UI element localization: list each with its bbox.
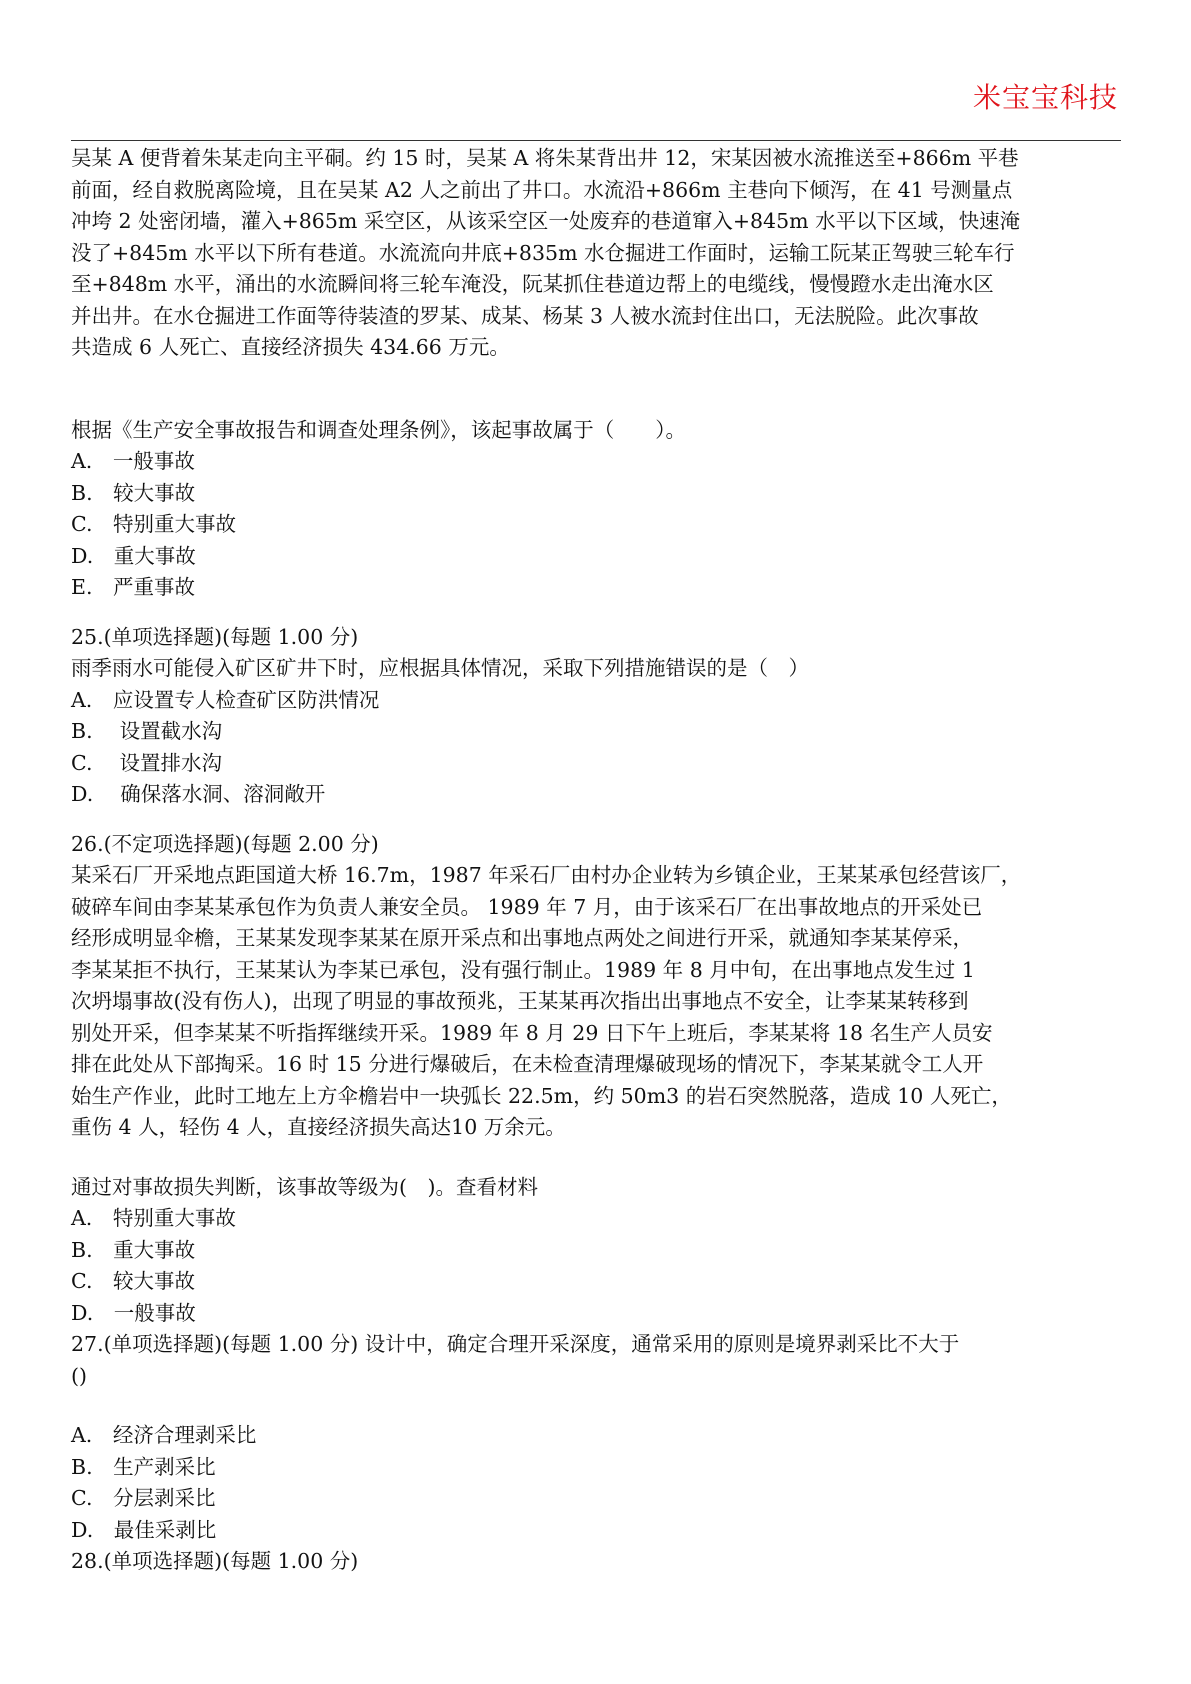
option-a[interactable]: A. 一般事故: [71, 449, 195, 473]
question-header: 26.(不定项选择题)(每题 2.00 分): [71, 831, 379, 856]
option-a[interactable]: A. 应设置专人检查矿区防洪情况: [71, 687, 380, 712]
material-line: 某采石厂开采地点距国道大桥 16.7m，1987 年采石厂由村办企业转为乡镇企业，王某某承包经营该厂，: [71, 863, 1022, 887]
material-line: 始生产作业，此时工地左上方伞檐岩中一块弧长 22.5m，约 50m3 的岩石突然脱落，造成 10 人死亡，: [71, 1083, 1012, 1108]
material-line: 重伤 4 人，轻伤 4 人，直接经济损失高达10 万余元。: [71, 1115, 566, 1139]
material-line: 李某某拒不执行，王某某认为李某已承包，没有强行制止。1989 年 8 月中旬，在出事地点发生过 1: [71, 957, 975, 982]
option-d[interactable]: D. 最佳采剥比: [71, 1517, 217, 1542]
question-stem: 通过对事故损失判断，该事故等级为( )。查看材料: [71, 1174, 538, 1199]
text-line: 前面，经自救脱离险境，且在吴某 A2 人之前出了井口。水流沿+866m 主巷向下倾泻，在 41 号测量点: [71, 177, 1013, 202]
question-header: 28.(单项选择题)(每题 1.00 分): [71, 1549, 359, 1573]
option-b[interactable]: B. 设置截水沟: [71, 719, 223, 743]
material-line: 经形成明显伞檐，王某某发现李某某在原开采点和出事地点两处之间进行开采，就通知李某某停采，: [71, 926, 973, 950]
question-26: [71, 829, 1123, 1330]
text-line: 并出井。在水仓掘进工作面等待装渣的罗某、成某、杨某 3 人被水流封住出口，无法脱险。此次事故: [71, 303, 979, 328]
header-divider: [71, 140, 1121, 141]
question-28: [71, 1546, 1123, 1578]
option-d[interactable]: D. 确保落水洞、溶洞敞开: [71, 782, 326, 806]
document-body: [71, 143, 1123, 1578]
option-d[interactable]: D. 重大事故: [71, 543, 196, 568]
text-line: 至+848m 水平，涌出的水流瞬间将三轮车淹没，阮某抓住巷道边帮上的电缆线，慢慢蹬水走出淹水区: [71, 272, 994, 296]
option-c[interactable]: C. 分层剥采比: [71, 1486, 216, 1510]
option-b[interactable]: B. 较大事故: [71, 480, 196, 505]
material-line: 别处开采，但李某某不听指挥继续开采。1989 年 8 月 29 日下午上班后，李某某将 18 名生产人员安: [71, 1020, 993, 1045]
option-a[interactable]: A. 特别重大事故: [71, 1206, 236, 1230]
material-line: 次坍塌事故(没有伤人)，出现了明显的事故预兆，王某某再次指出出事地点不安全，让李某某转移到: [71, 989, 969, 1013]
question-stem: 根据《生产安全事故报告和调查处理条例》，该起事故属于（ ）。: [71, 417, 686, 442]
question-header: 25.(单项选择题)(每题 1.00 分): [71, 624, 359, 649]
option-c[interactable]: C. 特别重大事故: [71, 512, 236, 536]
option-d[interactable]: D. 一般事故: [71, 1300, 196, 1325]
question-stem: 雨季雨水可能侵入矿区矿井下时，应根据具体情况，采取下列措施错误的是（ ）: [71, 656, 809, 680]
option-e[interactable]: E. 严重事故: [71, 575, 195, 599]
text-line: 没了+845m 水平以下所有巷道。水流流向井底+835m 水仓掘进工作面时，运输工阮某正驾驶三轮车行: [71, 240, 1015, 265]
text-line: 冲垮 2 处密闭墙，灌入+865m 采空区，从该采空区一处废弃的巷道窜入+845m 水平以下区域，快速淹: [71, 209, 1021, 233]
brand-label: 米宝宝科技: [972, 81, 1118, 114]
option-b[interactable]: B. 生产剥采比: [71, 1454, 216, 1479]
option-c[interactable]: C. 设置排水沟: [71, 750, 222, 775]
material-line: 破碎车间由李某某承包作为负责人兼安全员。 1989 年 7 月，由于该采石厂在出事故地点的开采处已: [71, 894, 983, 919]
question-header: 27.(单项选择题)(每题 1.00 分) 设计中，确定合理开采深度，通常采用的原则是境界剥采比不大于: [71, 1332, 960, 1356]
option-c[interactable]: C. 较大事故: [71, 1269, 195, 1293]
option-b[interactable]: B. 重大事故: [71, 1237, 196, 1262]
material-line: 排在此处从下部掏采。16 时 15 分进行爆破后，在未检查清理爆破现场的情况下，李某某就令工人开: [71, 1052, 984, 1076]
question-27: [71, 1329, 1123, 1546]
text-line: 共造成 6 人死亡、直接经济损失 434.66 万元。: [71, 335, 510, 359]
text-line: 吴某 A 便背着朱某走向主平硐。约 15 时，吴某 A 将朱某背出井 12，宋某因被水流推送至+866m 平巷: [71, 146, 1019, 170]
intro-material: [71, 143, 1123, 364]
question-header-continued: (): [71, 1363, 87, 1388]
question-25: [71, 622, 1123, 811]
question-24: [71, 415, 1123, 604]
option-a[interactable]: A. 经济合理剥采比: [71, 1423, 257, 1447]
